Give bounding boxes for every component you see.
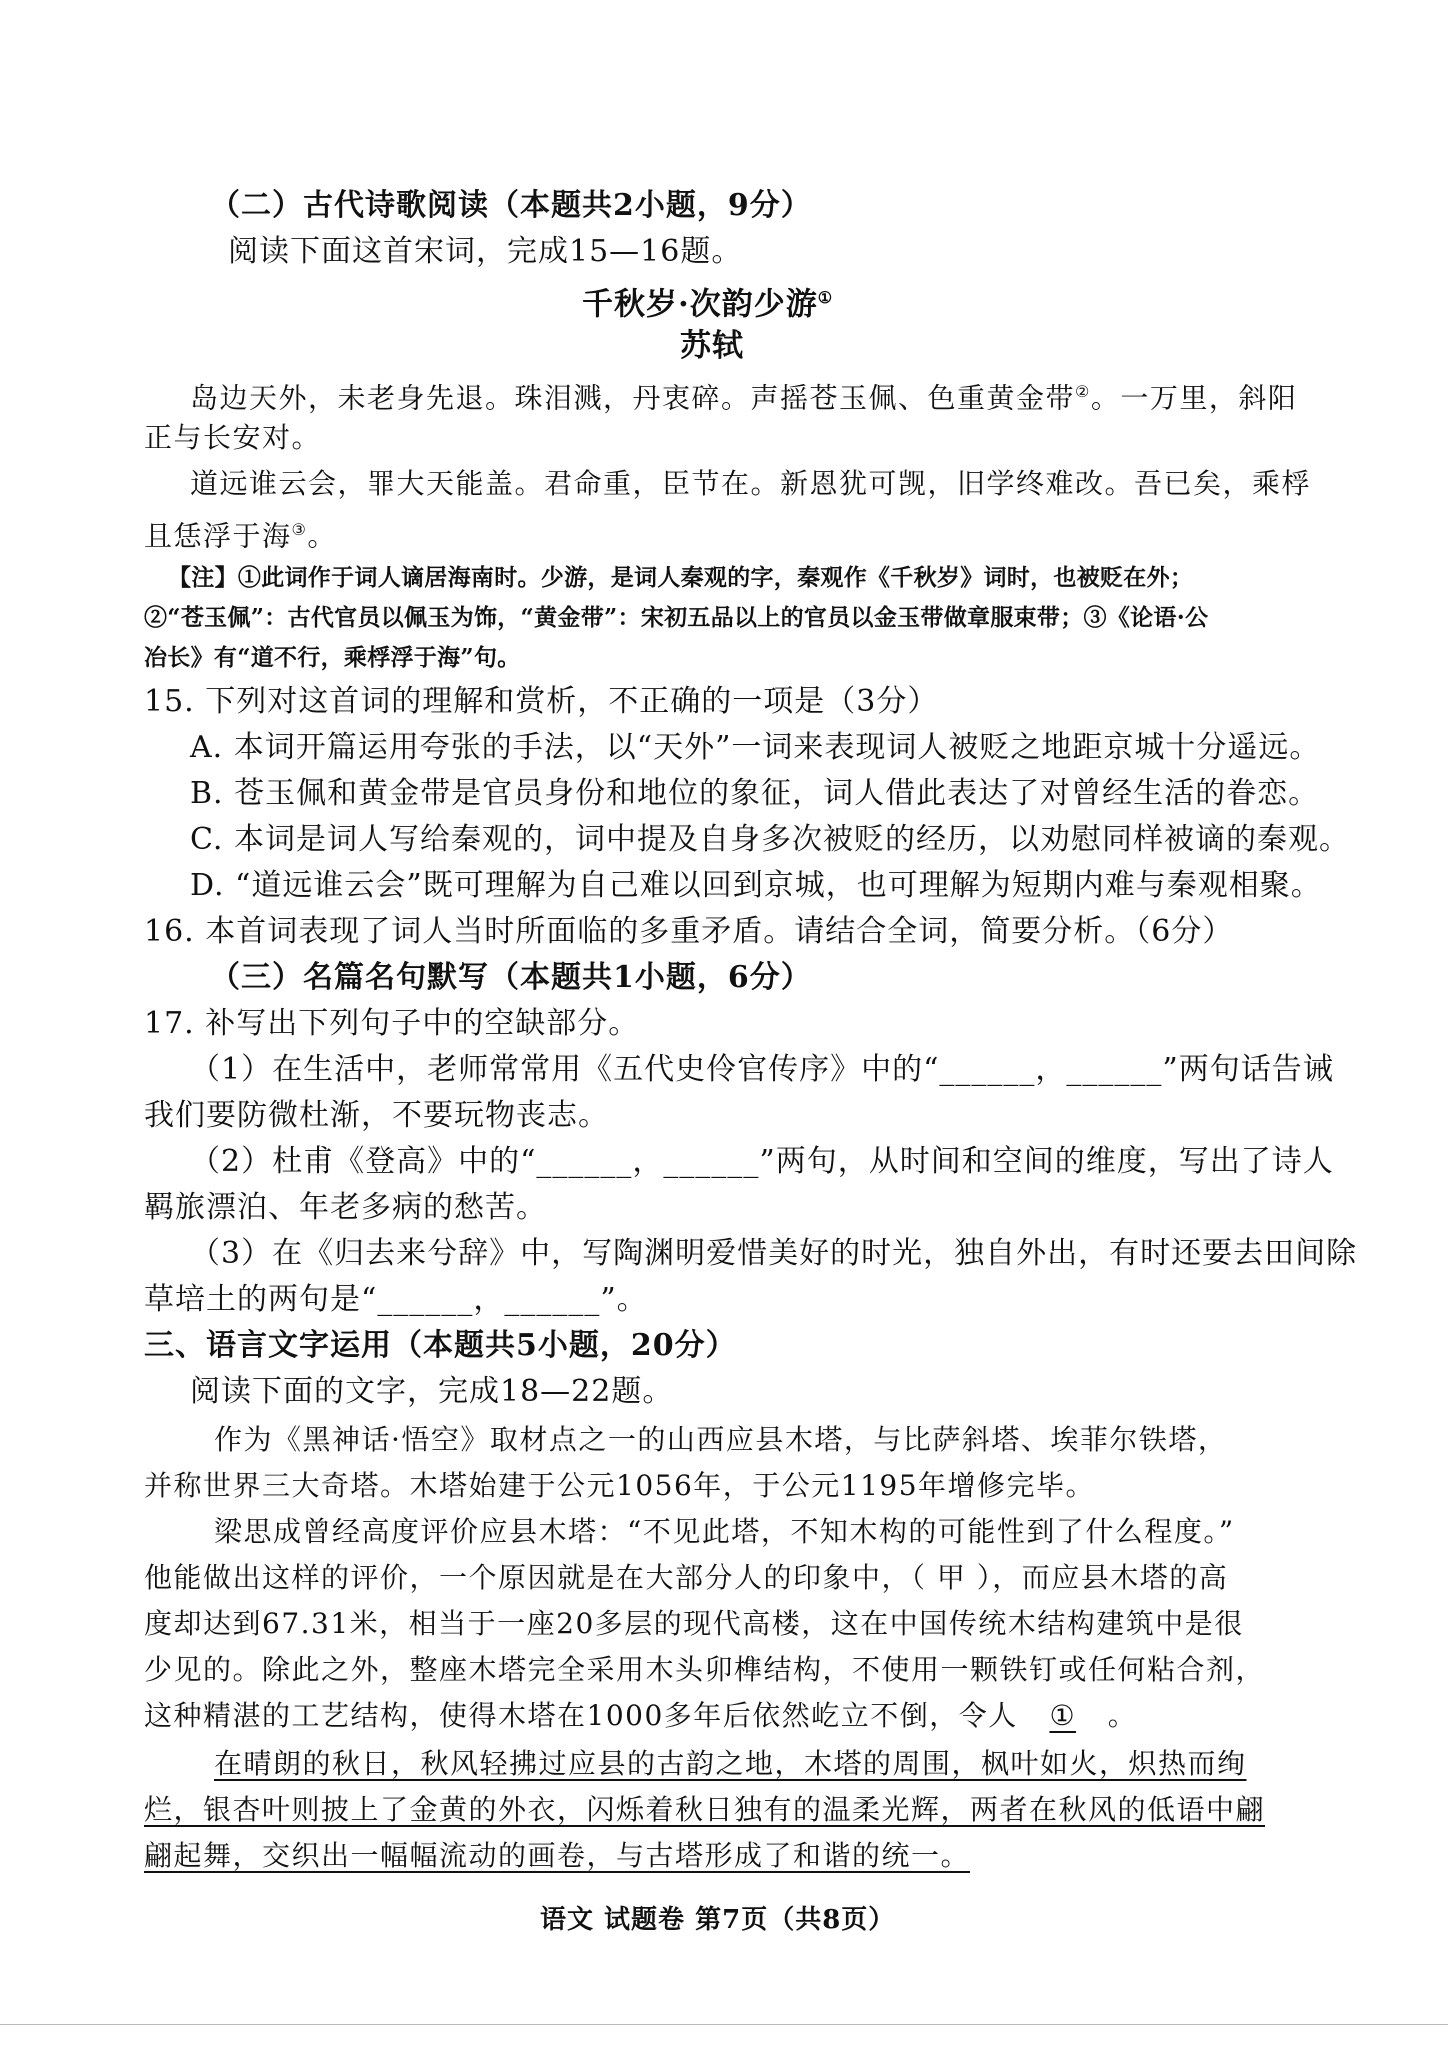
passage-line-7-text: 这种精湛的工艺结构，使得木塔在1000多年后依然屹立不倒，令人 [144, 1699, 1018, 1732]
page-footer: 语文 试题卷 第7页（共8页） [540, 1905, 896, 1935]
question-17-item-3-cont: 草培土的两句是“______，______”。 [144, 1282, 648, 1317]
underlined-line-1: 在晴朗的秋日，秋风轻拂过应县的古韵之地，木塔的周围，枫叶如火，炽热而绚 [214, 1747, 1247, 1780]
question-15-option-d: D. “道远谁云会”既可理解为自己难以回到京城，也可理解为短期内难与秦观相聚。 [190, 868, 1322, 903]
question-15-option-b: B. 苍玉佩和黄金带是官员身份和地位的象征，词人借此表达了对曾经生活的眷恋。 [190, 776, 1320, 811]
passage-line-7-end: 。 [1107, 1699, 1138, 1732]
poem-line-1 [190, 372, 1297, 418]
question-17-item-1: （1）在生活中，老师常常用《五代史伶官传序》中的“______，______”两句话告诫 [190, 1052, 1334, 1087]
section-3-heading: （三）名篇名句默写（本题共1小题，6分） [210, 960, 812, 995]
underlined-line-2: 烂，银杏叶则披上了金黄的外衣，闪烁着秋日独有的温柔光辉，两者在秋风的低语中翩 [144, 1793, 1266, 1826]
passage-line-2: 并称世界三大奇塔。木塔始建于公元1056年，于公元1195年增修完毕。 [144, 1469, 1096, 1502]
question-15-stem: 15. 下列对这首词的理解和赏析，不正确的一项是（3分） [144, 684, 939, 719]
passage-line-1: 作为《黑神话·悟空》取材点之一的山西应县木塔，与比萨斜塔、埃菲尔铁塔， [214, 1423, 1228, 1456]
passage-line-6: 少见的。除此之外，整座木塔完全采用木头卯榫结构，不使用一颗铁钉或任何粘合剂， [144, 1653, 1266, 1686]
poem-line-2: 正与长安对。 [144, 421, 322, 454]
question-15-option-c: C. 本词是词人写给秦观的，词中提及自身多次被贬的经历，以劝慰同样被谪的秦观。 [190, 822, 1350, 857]
poem-note-line-1: 【注】①此词作于词人谪居海南时。少游，是词人秦观的字，秦观作《千秋岁》词时，也被贬在外； [168, 564, 1194, 591]
part-3-heading: 三、语言文字运用（本题共5小题，20分） [144, 1328, 737, 1363]
passage-line-4: 他能做出这样的评价，一个原因就是在大部分人的印象中，（ 甲 ），而应县木塔的高 [144, 1561, 1229, 1594]
section-2-instruction: 阅读下面这首宋词，完成15—16题。 [228, 234, 743, 269]
poem-line-4-text: 且恁浮于海 [144, 519, 292, 553]
passage-line-7 [144, 1696, 1137, 1736]
scan-edge-line [0, 2024, 1448, 2025]
section-2-heading: （二）古代诗歌阅读（本题共2小题，9分） [210, 188, 812, 223]
underlined-line-3: 翩起舞，交织出一幅幅流动的画卷，与古塔形成了和谐的统一。 [144, 1839, 971, 1872]
blank-1: ① [1049, 1699, 1077, 1732]
part-3-instruction: 阅读下面的文字，完成18—22题。 [190, 1374, 674, 1409]
question-15-option-a: A. 本词开篇运用夸张的手法，以“天外”一词来表现词人被贬之地距京城十分遥远。 [190, 730, 1321, 765]
poem-line-3: 道远谁云会，罪大天能盖。君命重，臣节在。新恩犹可觊，旧学终难改。吾已矣，乘桴 [190, 467, 1312, 500]
poem-note-line-2: ②“苍玉佩”：古代官员以佩玉为饰，“黄金带”：宋初五品以上的官员以金玉带做章服束带；③《论语·公 [144, 604, 1209, 631]
passage-line-5: 度却达到67.31米，相当于一座20多层的现代高楼，这在中国传统木结构建筑中是很 [144, 1607, 1244, 1640]
poem-note-mark-3: ③ [291, 520, 308, 539]
question-17-item-2-cont: 羁旅漂泊、年老多病的愁苦。 [144, 1190, 547, 1225]
poem-author: 苏轼 [680, 328, 744, 364]
poem-line-4: 且恁浮于海③。 [144, 519, 337, 553]
question-17-item-2: （2）杜甫《登高》中的“______，______”两句，从时间和空间的维度，写出了诗人 [190, 1144, 1334, 1179]
poem-note-line-3: 冶长》有“道不行，乘桴浮于海”句。 [144, 644, 521, 671]
poem-line-1-text: 岛边天外，未老身先退。珠泪溅，丹衷碎。声摇苍玉佩、色重黄金带 [190, 381, 1076, 415]
question-17-item-3: （3）在《归去来兮辞》中，写陶渊明爱惜美好的时光，独自外出，有时还要去田间除 [190, 1236, 1358, 1271]
question-17-item-1-cont: 我们要防微杜渐，不要玩物丧志。 [144, 1098, 609, 1133]
question-16-stem: 16. 本首词表现了词人当时所面临的多重矛盾。请结合全词，简要分析。（6分） [144, 914, 1234, 949]
poem-title-text: 千秋岁·次韵少游 [582, 286, 818, 323]
question-17-stem: 17. 补写出下列句子中的空缺部分。 [144, 1006, 640, 1041]
passage-line-3: 梁思成曾经高度评价应县木塔：“不见此塔，不知木构的可能性到了什么程度。” [214, 1515, 1235, 1548]
poem-note-mark-2: ② [1075, 382, 1091, 401]
poem-title-note-mark: ① [817, 288, 834, 307]
poem-title [582, 278, 833, 324]
poem-line-1-tail: 。一万里，斜阳 [1090, 381, 1298, 415]
